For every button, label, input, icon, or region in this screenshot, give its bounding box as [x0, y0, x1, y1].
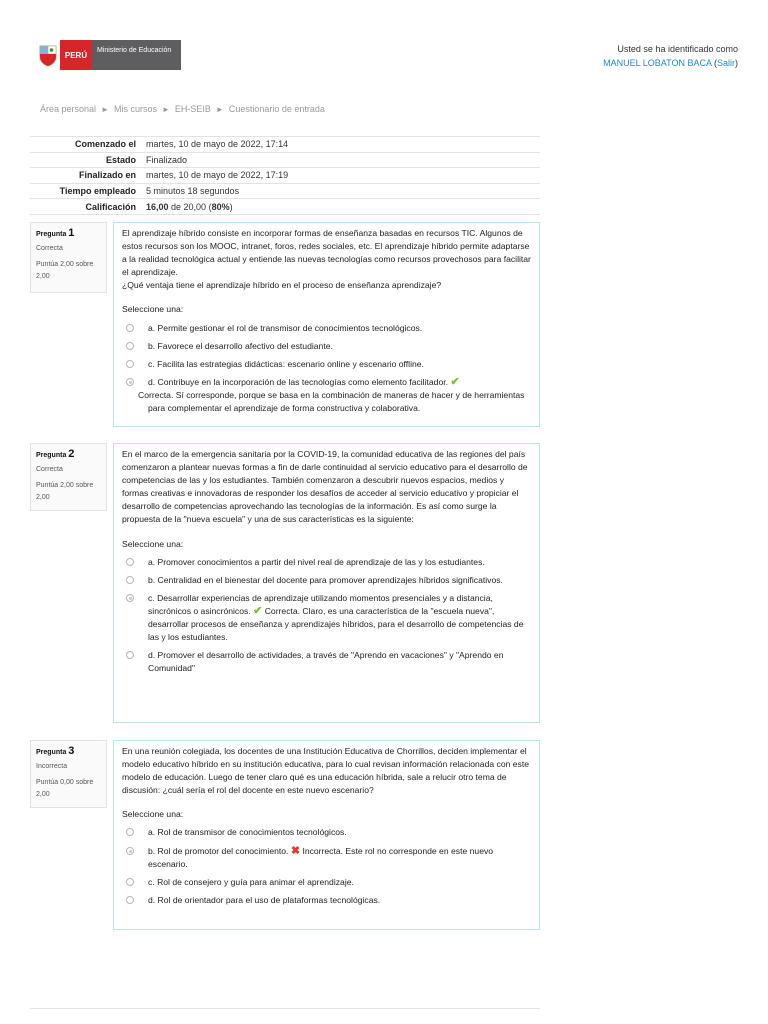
- breadcrumb-item[interactable]: Área personal: [40, 104, 97, 114]
- summary-value: martes, 10 de mayo de 2022, 17:19: [146, 168, 540, 184]
- logo-country: PERÚ: [60, 40, 92, 70]
- correct-check-icon: ✔: [253, 604, 263, 617]
- radio-button-checked[interactable]: [126, 594, 134, 602]
- question-query: ¿Qué ventaja tiene el aprendizaje híbrido en el proceso de enseñanza aprendizaje?: [122, 280, 442, 291]
- summary-row: [30, 168, 540, 184]
- radio-button[interactable]: [126, 828, 134, 836]
- incorrect-cross-icon: ✖: [290, 844, 301, 857]
- radio-button[interactable]: [126, 878, 134, 886]
- breadcrumb-item[interactable]: Mis cursos: [113, 104, 157, 114]
- question-content: [113, 222, 540, 427]
- question-info: [30, 222, 107, 293]
- question-number: 2: [68, 448, 75, 460]
- question-content: [113, 740, 540, 930]
- answer-prompt: Seleccione una:: [122, 304, 184, 315]
- radio-button[interactable]: [126, 576, 134, 584]
- ministry-logo[interactable]: [36, 40, 185, 70]
- radio-button-checked[interactable]: [126, 847, 134, 855]
- answer-option[interactable]: d. Promover el desarrollo de actividades, a través de "Aprendo en vacaciones" y "Aprendo en Comunidad": [122, 649, 531, 675]
- question-info: [30, 740, 107, 808]
- summary-row: [30, 137, 540, 153]
- question-state: Correcta: [36, 245, 63, 252]
- answer-option[interactable]: c. Rol de consejero y guía para animar el aprendizaje.: [122, 876, 531, 889]
- page-header: [0, 0, 768, 90]
- coat-of-arms-icon: [36, 40, 60, 70]
- correct-check-icon: ✔: [450, 375, 460, 388]
- question-number: 1: [68, 227, 75, 239]
- user-profile-link[interactable]: MANUEL LOBATON BACA: [603, 58, 712, 68]
- answer-option-selected[interactable]: c. Desarrollar experiencias de aprendizaje utilizando momentos presenciales y a distancia, sincrónicos o asincrónicos. ✔ Correcta. Claro, es una característica de la "escuela nueva", desarrollar procesos de enseñanza y aprendizajes híbridos, para el desarrollo de competencias de las y los estudiantes.: [122, 592, 531, 644]
- question-label: Pregunta: [36, 231, 67, 238]
- answer-option[interactable]: b. Favorece el desarrollo afectivo del estudiante.: [122, 340, 531, 353]
- answer-option-selected[interactable]: b. Rol de promotor del conocimiento. ✖ Incorrecta. Este rol no corresponde en este nuevo escenario.: [122, 845, 531, 871]
- question-grade: Puntúa 2,00 sobre 2,00: [36, 482, 94, 501]
- answer-option[interactable]: a. Promover conocimientos a partir del nivel real de aprendizaje de las y los estudiantes.: [122, 556, 531, 569]
- answer-prompt: Seleccione una:: [122, 809, 184, 820]
- login-info-label: Usted se ha identificado como: [617, 44, 738, 54]
- question-label: Pregunta: [36, 749, 67, 756]
- breadcrumb-item[interactable]: Cuestionario de entrada: [228, 104, 325, 114]
- breadcrumb-separator-icon: ►: [161, 105, 170, 114]
- answer-list: [122, 322, 531, 416]
- question-label: Pregunta: [36, 452, 67, 459]
- radio-button-checked[interactable]: [126, 378, 134, 386]
- breadcrumb-item[interactable]: EH-SEIB: [174, 104, 211, 114]
- answer-list: [122, 556, 531, 676]
- answer-option[interactable]: a. Rol de transmisor de conocimientos tecnológicos.: [122, 826, 531, 839]
- summary-value: Finalizado: [146, 152, 540, 168]
- summary-label: Comenzado el: [30, 137, 146, 153]
- logout-link[interactable]: Salir: [716, 58, 735, 68]
- question-text: En una reunión colegiada, los docentes de una Institución Educativa de Chorrillos, deciden implementar el modelo educativo híbrido en su institución educativa, para lo cual revisan información relacionada con este modelo de educación. Luego de tener claro qué es una educación híbrida, sale a relucir otro tema de discusión: ¿cuál sería el rol del docente en este nuevo escenario?: [122, 746, 530, 796]
- question-text: En el marco de la emergencia sanitaria por la COVID-19, la comunidad educativa de las regiones del país comenzaron a plantear nuevas formas a fin de darle continuidad al servicio educativo para el desarrollo de competencias de las y los estudiantes. También comenzaron a descubrir nuevos espacios, medios y formas creativas e innovadoras de responder los desafíos de acceder al servicio educativo y propiciar el desarrollo de competencias aprovechando las tecnologías de la información. Es así como surge la propuesta de la "nueva escuela" y una de sus características es la siguiente:: [122, 449, 528, 525]
- question-grade: Puntúa 2,00 sobre 2,00: [36, 261, 94, 280]
- question-text: El aprendizaje híbrido consiste en incorporar formas de enseñanza basadas en recursos TIC. Algunos de estos recursos son los MOOC, intranet, foros, redes sociales, etc. El aprendizaje híbrido permite adaptarse a la realidad tecnológica actual y entiende las nuevas tecnologías como recursos provechosos para facilitar el aprendizaje.: [122, 228, 531, 278]
- answer-option[interactable]: b. Centralidad en el bienestar del docente para promover aprendizajes híbridos significativos.: [122, 574, 531, 587]
- radio-button[interactable]: [126, 896, 134, 904]
- logo-ministry: Ministerio de Educación: [92, 40, 181, 70]
- question-state: Correcta: [36, 466, 63, 473]
- summary-label: Calificación: [30, 199, 146, 215]
- radio-button[interactable]: [126, 342, 134, 350]
- question-grade: Puntúa 0,00 sobre 2,00: [36, 779, 94, 798]
- question-content: [113, 443, 540, 723]
- answer-prompt: Seleccione una:: [122, 538, 184, 549]
- summary-label: Tiempo empleado: [30, 183, 146, 199]
- summary-row: [30, 152, 540, 168]
- question-info: [30, 443, 107, 511]
- summary-label: Estado: [30, 152, 146, 168]
- summary-label: Finalizado en: [30, 168, 146, 184]
- summary-row: [30, 183, 540, 199]
- breadcrumb: [40, 104, 325, 114]
- summary-row: [30, 199, 540, 215]
- answer-option[interactable]: d. Rol de orientador para el uso de plataformas tecnológicas.: [122, 894, 531, 907]
- radio-button[interactable]: [126, 360, 134, 368]
- breadcrumb-separator-icon: ►: [101, 105, 109, 114]
- answer-feedback: Correcta. Sí corresponde, porque se basa en la combinación de maneras de hacer y de herramientas para complementar el aprendizaje de forma constructiva y colaborativa.: [138, 389, 525, 414]
- summary-value: martes, 10 de mayo de 2022, 17:14: [146, 137, 540, 153]
- answer-option-selected[interactable]: d. Contribuye en la incorporación de las tecnologías como elemento facilitador. ✔ Correcta. Sí corresponde, porque se basa en la combinación de maneras de hacer y de herramientas para complementar el aprendizaje de forma constructiva y colaborativa.: [122, 376, 531, 415]
- answer-feedback: Correcta. Claro, es una característica de la "escuela nueva", desarrollar procesos de enseñanza y aprendizajes híbridos, para el desarrollo de competencias de las y los estudiantes.: [148, 605, 524, 643]
- radio-button[interactable]: [126, 324, 134, 332]
- answer-option[interactable]: c. Facilita las estrategias didácticas: escenario online y escenario offline.: [122, 358, 531, 371]
- footer-divider: [30, 1008, 540, 1009]
- answer-feedback: Incorrecta. Este rol no corresponde en este nuevo escenario.: [148, 845, 494, 869]
- radio-button[interactable]: [126, 558, 134, 566]
- breadcrumb-separator-icon: ►: [215, 105, 224, 114]
- answer-list: [122, 826, 531, 906]
- answer-option[interactable]: a. Permite gestionar el rol de transmisor de conocimientos tecnológicos.: [122, 322, 531, 335]
- user-info: Usted se ha identificado como MANUEL LOBATON BACA (Salir): [603, 44, 738, 68]
- summary-value: 5 minutos 18 segundos: [146, 183, 540, 199]
- grade-value: 16,00 de 20,00 (80%): [146, 199, 540, 215]
- radio-button[interactable]: [126, 651, 134, 659]
- attempt-summary: [30, 136, 540, 215]
- question-state: Incorrecta: [36, 763, 68, 770]
- question-number: 3: [68, 745, 75, 757]
